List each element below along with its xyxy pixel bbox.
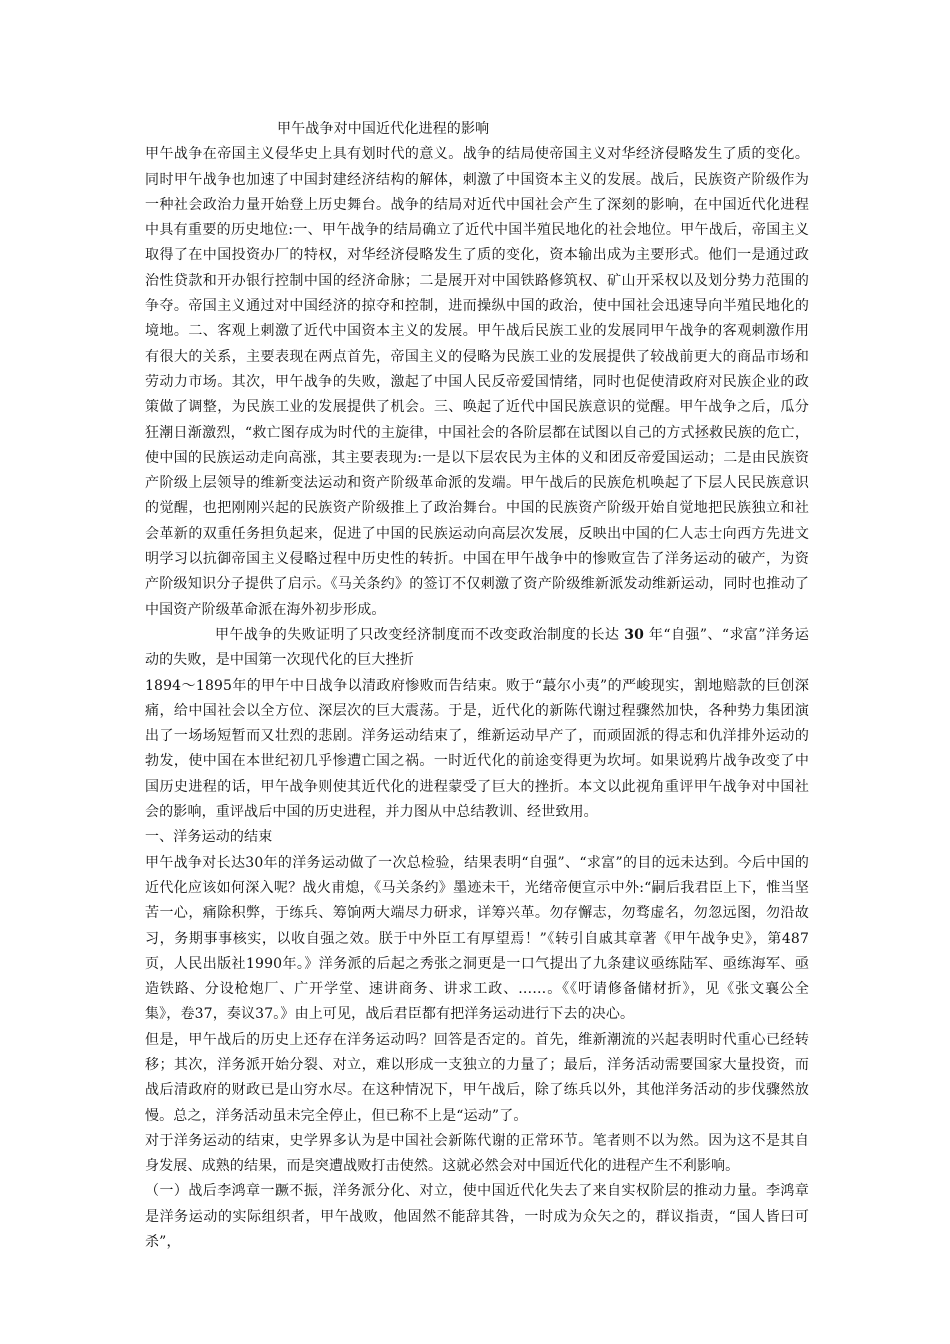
paragraph-5: 对于洋务运动的结束，史学界多认为是中国社会新陈代谢的正常环节。笔者则不以为然。因为这不是其自身发展、成熟的结果，而是突遭战败打击使然。这就必然会对中国近代化的进程产生不利影响。: [145, 1132, 809, 1175]
document-body: [145, 117, 809, 1255]
paragraph-1: 甲午战争在帝国主义侵华史上具有划时代的意义。战争的结局使帝国主义对华经济侵略发生了质的变化。同时甲午战争也加速了中国封建经济结构的解体，刺激了中国资本主义的发展。战后，民族资产阶级作为一种社会政治力量开始登上历史舞台。战争的结局对近代中国社会产生了深刻的影响，在中国近代化进程中具有重要的历史地位:一、甲午战争的结局确立了近代中国半殖民地化的社会地位。甲午战后，帝国主义取得了在中国投资办厂的特权，对华经济侵略发生了质的变化，资本输出成为主要形式。他们一是通过政治性贷款和开办银行控制中国的经济命脉；二是展开对中国铁路修筑权、矿山开采权以及划分势力范围的争夺。帝国主义通过对中国经济的掠夺和控制，进而操纵中国的政治，使中国社会迅速导向半殖民地化的境地。二、客观上刺激了近代中国资本主义的发展。甲午战后民族工业的发展同甲午战争的客观刺激作用有很大的关系，主要表现在两点首先，帝国主义的侵略为民族工业的发展提供了较战前更大的商品市场和劳动力市场。其次，甲午战争的失败，激起了中国人民反帝爱国情绪，同时也促使清政府对民族企业的政策做了调整，为民族工业的发展提供了机会。三、唤起了近代中国民族意识的觉醒。甲午战争之后，瓜分狂潮日渐激烈，“救亡图存成为时代的主旋律，中国社会的各阶层都在试图以自己的方式拯救民族的危亡，使中国的民族运动走向高涨，其主要表现为:一是以下层农民为主体的义和团反帝爱国运动；二是由民族资产阶级上层领导的维新变法运动和资产阶级革命派的发端。甲午战后的民族危机唤起了下层人民民族意识的觉醒，也把刚刚兴起的民族资产阶级推上了政治舞台。中国的民族资产阶级开始自觉地把民族独立和社会革新的双重任务担负起来，促进了中国的民族运动向高层次发展，反映出中国的仁人志士向西方先进文明学习以抗御帝国主义侵略过程中历史性的转折。中国在甲午战争中的惨败宣告了洋务运动的破产，为资产阶级知识分子提供了启示。《马关条约》的签订不仅刺激了资产阶级维新派发动维新运动，同时也推动了中国资产阶级革命派在海外初步形成。: [145, 146, 809, 618]
subtitle-part-a: 甲午战争的失败证明了只改变经济制度而不改变政治制度的长达: [215, 626, 620, 643]
document-title: 甲午战争对中国近代化进程的影响: [277, 121, 490, 137]
subtitle-part-b: 年“自强”、“求富”洋务运动的失败，是中国第一次现代化的巨大挫折: [145, 626, 809, 669]
subtitle-number: 30: [624, 626, 645, 643]
paragraph-2: 1894～1895年的甲午中日战争以清政府惨败而告结束。败于“蕞尔小夷”的严峻现实，割地赔款的巨创深痛，给中国社会以全方位、深层次的巨大震荡。于是，近代化的新陈代谢过程骤然加快，各种势力集团演出了一场场短暂而又壮烈的悲剧。洋务运动结束了，维新运动早产了，而顽固派的得志和仇洋排外运动的勃发，使中国在本世纪初几乎惨遭亡国之祸。一时近代化的前途变得更为坎坷。如果说鸦片战争改变了中国历史进程的话，甲午战争则使其近代化的进程蒙受了巨大的挫折。本文以此视角重评甲午战争对中国社会的影响，重评战后中国的历史进程，并力图从中总结教训、经世致用。: [145, 677, 809, 821]
paragraph-6: （一）战后李鸿章一蹶不振，洋务派分化、对立，使中国近代化失去了来自实权阶层的推动力量。李鸿章是洋务运动的实际组织者，甲午战败，他固然不能辞其咎，一时成为众矢之的，群议指责，“国人皆曰可杀”，: [145, 1183, 809, 1251]
subtitle: [145, 623, 809, 674]
paragraph-4: 但是，甲午战后的历史上还存在洋务运动吗？回答是否定的。首先，维新潮流的兴起表明时代重心已经转移；其次，洋务派开始分裂、对立，难以形成一支独立的力量了；最后，洋务活动需要国家大量投资，而战后清政府的财政已是山穷水尽。在这种情况下，甲午战后，除了练兵以外，其他洋务活动的步伐骤然放慢。总之，洋务活动虽未完全停止，但已称不上是“运动”了。: [145, 1031, 809, 1124]
section-heading-1: 一、洋务运动的结束: [145, 829, 273, 846]
paragraph-3: 甲午战争对长达30年的洋务运动做了一次总检验，结果表明“自强”、“求富”的目的远未达到。今后中国的近代化应该如何深入呢？战火甫熄，《马关条约》墨迹未干，光绪帝便宣示中外:“嗣后我君臣上下，惟当坚苦一心，痛除积弊，于练兵、筹饷两大端尽力研求，详筹兴革。勿存懈志，勿骛虚名，勿忽远图，勿沿故习，务期事事核实，以收自强之效。朕于中外臣工有厚望焉！”《转引自戚其章著《甲午战争史》，第487页，人民出版社1990年。》洋务派的后起之秀张之洞更是一口气提出了九条建议亟练陆军、亟练海军、亟造铁路、分设枪炮厂、广开学堂、速讲商务、讲求工政、……。《《吁请修备储材折》，见《张文襄公全集》，卷37，奏议37。》由上可见，战后君臣都有把洋务运动进行下去的决心。: [145, 854, 809, 1023]
